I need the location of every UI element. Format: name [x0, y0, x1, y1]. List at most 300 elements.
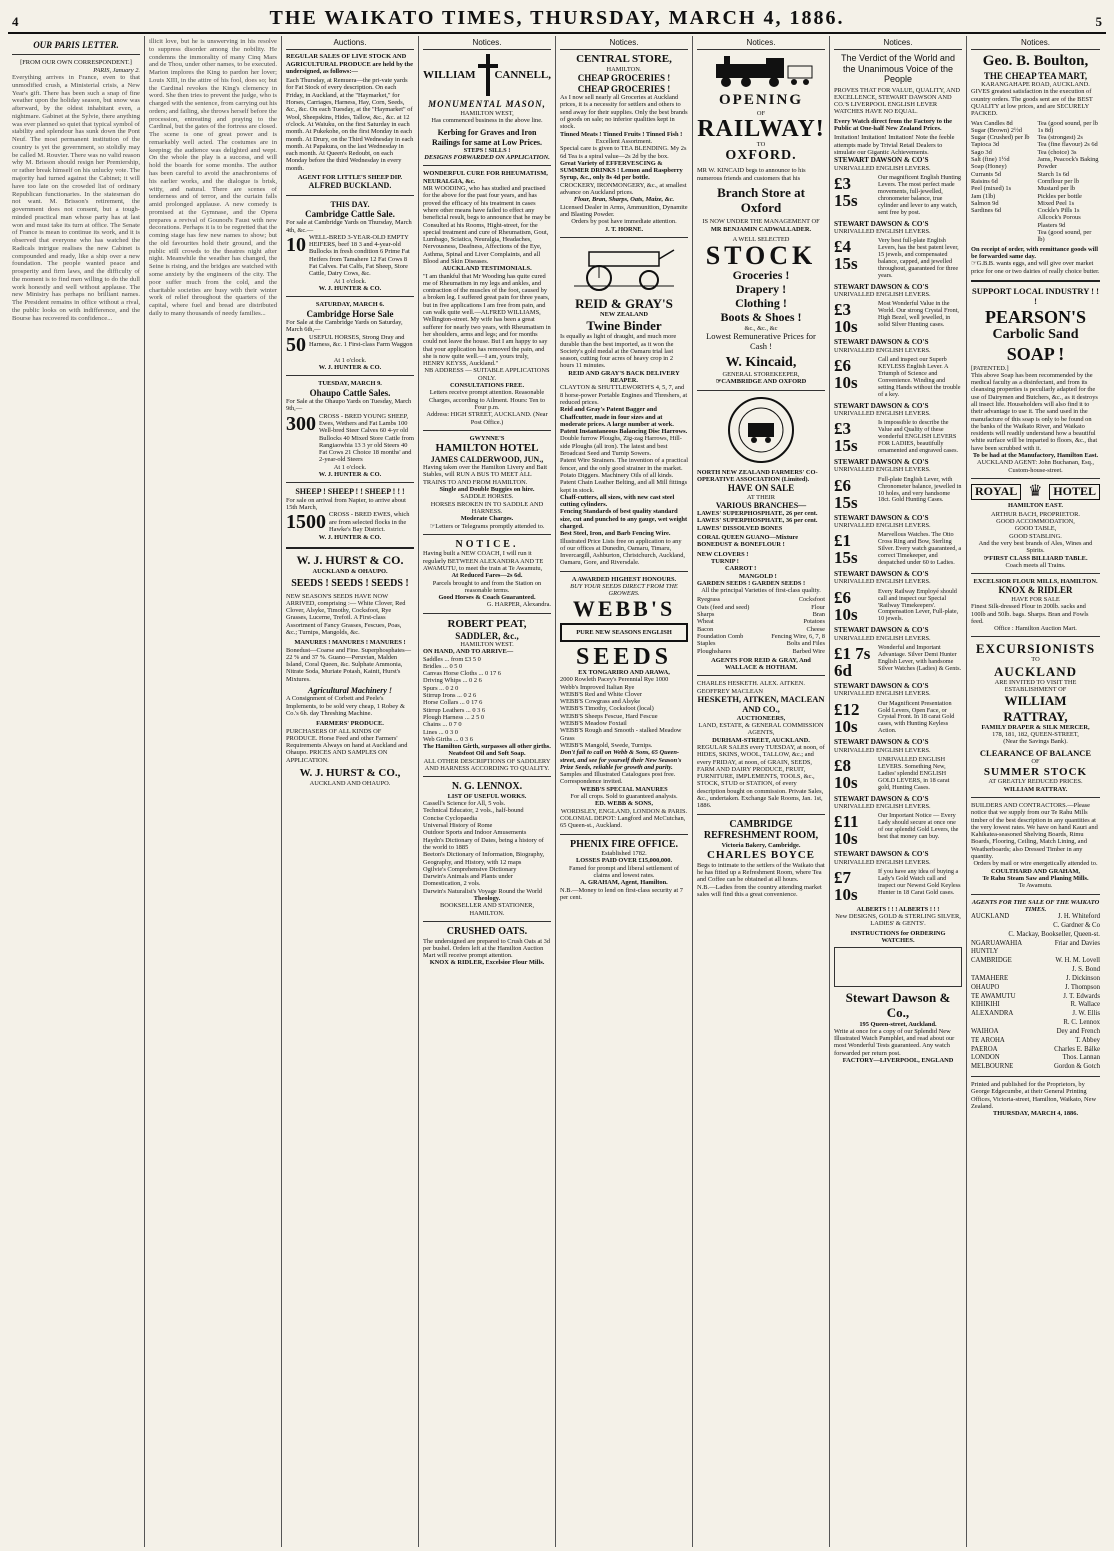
support-local: SUPPORT LOCAL INDUSTRY ! ! !: [972, 285, 1099, 306]
coral-queen: CORAL QUEEN GUANO—Mixture BONEDUST & BONEFLOUR !: [697, 534, 799, 549]
at-their: AT THEIR: [747, 493, 775, 501]
cannell-address: HAMILTON WEST,: [460, 109, 514, 117]
back-delivery-reaper: REID AND GRAY'S BACK DELIVERY REAPER.: [568, 369, 680, 385]
useful-works: LIST OF USEFUL WORKS.: [447, 792, 527, 800]
grain-item: Staples: [697, 640, 716, 648]
orders-mail: Orders by mail or wire energetically attended to.: [973, 860, 1098, 868]
agent-row: [971, 1028, 1100, 1037]
alfred-buckland: ALFRED BUCKLAND.: [308, 181, 392, 191]
agent-name: Friar and Davies: [1054, 939, 1100, 947]
page-number-right: 5: [1095, 14, 1102, 29]
arthur-bach: ARTHUR BACH, PROPRIETOR.: [991, 510, 1080, 518]
neatsfoot-oil: Neatsfoot Oil and Soft Soap.: [448, 750, 526, 758]
paris-letter-body: Everything arrives in France, even to that unmodified crush, a Ministerial crisis, a New Year's gift. There has been such a snap of fine weather upon the holiday season, but snow was afterward, by the oldest inhabitant even, a nightmare. Gabinet at the Sylvie, there anything was ever planned so quiet that typical symbol of stability and splendour has sunk down the Pont Neuf. The most permanent institution of the country is yet the government, so stolidly may be called M. Rouvier. There was no valid reason why M. Brisson should resign her Premiership, or rather break himself on his unlucky vote. The majority had turned against the Cabinet; it will have too late on the crowded list of ordinary Republican functionaries. In the statesman do not want. M. Brisson's retirement, the government does not consent, but a tough-minded practical man whose party has at last won and must take its turn at office. The Senate of France is mean to continue its work, and it is observed that everyone who has watched the Radicals intrigue realises the new Cabinet is compounded and ready, like a ship over a new foundation. The people wanted peace and prosperity and firm laws, and the difficulty of the moment is to find men willing to do the dull work honestly and well without applause. The new Ministry has perhaps no brilliant names. The President remains in office without a rival, the public looks on with indifference, and the Bourse has recovered its confidence...: [12, 74, 140, 322]
of-text: OF: [756, 109, 766, 117]
lowest-prices: Lowest Remunerative Prices for Cash !: [706, 331, 816, 351]
unrivalled-label: UNRIVALLED ENGLISH LEVERS.: [834, 522, 931, 529]
regular-sales-title: REGULAR SALES OF LIVE STOCK AND AGRICULTURAL PRODUCE are held by the undersigned, as follows:—: [286, 53, 413, 75]
saddlery-item: Canvas Horse Cloths ... 0 17 6: [423, 670, 501, 678]
clearance-of: OF: [1031, 758, 1040, 766]
pure-new-seasons: PURE NEW SEASONS ENGLISH: [576, 628, 672, 636]
watch-price: £6 10s: [834, 356, 858, 393]
wooding-nb: NB ADDRESS — SUITABLE APPLICATIONS ONLY.: [424, 367, 550, 382]
ewes-count: 1500: [286, 511, 326, 534]
durham-street: DURHAM-STREET, AUCKLAND.: [712, 736, 810, 744]
grocery-item: Allcock's Porous Plasters 9d: [1037, 214, 1081, 229]
agent-town: NGARUAWAHIA: [971, 939, 1023, 947]
knox-ridler: KNOX & RIDLER: [998, 585, 1073, 596]
benjamin-cadwallader: MR BENJAMIN CADWALLADER.: [710, 225, 812, 233]
chaff-cutters: Chaff-cutters, all sizes, with new cast steel cutting cylinders.: [560, 493, 675, 509]
agent-row: [971, 922, 1100, 931]
opening-heading: OPENING: [718, 92, 803, 109]
unrivalled-label: UNRIVALLED ENGLISH LEVERS.: [834, 578, 931, 586]
flour-bran: Flour, Bran, Sharps, Oats, Maize, &c.: [573, 196, 675, 204]
book-item: Technical Educator, 2 vols., half-bound: [423, 807, 524, 815]
excursionists: EXCURSIONISTS: [975, 641, 1096, 657]
book-item: Outdoor Sports and Indoor Amusements: [423, 829, 527, 837]
designs-forwarded: DESIGNS FORWARDED ON APPLICATION.: [424, 154, 550, 162]
watch-offer: [834, 532, 962, 567]
saddlery-item: Bridles ... 0 5 0: [423, 662, 463, 670]
book-item: Universal History of Rome: [423, 822, 493, 830]
agent-name: J. W. Ellis: [1072, 1010, 1100, 1018]
grain-item: Sharps: [697, 611, 715, 619]
various-branches: VARIOUS BRANCHES—: [715, 500, 807, 510]
grocery-item: Sugar (Crushed) per lb: [971, 134, 1030, 142]
kincaid-announce: MR W. KINCAID begs to announce to his numerous friends and customers that his: [697, 167, 806, 182]
stewart-dawson-label: STEWART DAWSON & CO'S: [834, 681, 929, 690]
lawes-dissolved: LAWES' DISSOLVED BONES: [697, 524, 783, 532]
reid-gray: REID & GRAY'S: [575, 295, 673, 311]
lawes-superphosphate-36: LAWES' SUPERPHOSPHATE, 36 per cent.: [697, 517, 818, 525]
grocery-item: Currants 5d: [971, 170, 1001, 178]
auctioneers: AUCTIONEERS,: [736, 714, 786, 722]
land-estate: LAND, ESTATE, & GENERAL COMMISSION AGENTS,: [698, 722, 824, 737]
saddlery-item: Stirrup Irons ... 0 2 6: [423, 692, 477, 700]
new-clovers: NEW CLOVERS !: [697, 550, 749, 558]
queen-street: 178, 181, 182, QUEEN-STREET,: [992, 730, 1079, 738]
price-lists: Illustrated Price Lists free on application to any of our offices at Dunedin, Oamaru, Timaru, Invercargill, Ashburton, Christchurch, Auckland, Oamaru, Gore, and Riversdale.: [560, 537, 686, 567]
seed-item: WEBB'S Rough and Smooth - stalked Meadow Grass: [560, 727, 682, 742]
engines: CLAYTON & SHUTTLEWORTH'S 4, 5, 7, and 8 horse-power Portable Engines and Threshers, at reduced prices.: [560, 384, 688, 406]
groceries: Groceries !: [732, 268, 790, 283]
agent-town: LONDON: [971, 1054, 1000, 1062]
notices-heading-4: Notices.: [423, 38, 551, 50]
unrivalled-label: UNRIVALLED ENGLISH LEVERS.: [834, 634, 931, 642]
gwynnes: GWYNNE'S: [469, 434, 505, 442]
wooding-address: Address: HIGH STREET, AUCKLAND. (Near Post Office.): [426, 411, 548, 426]
notices-heading-8: Notices.: [971, 38, 1100, 50]
watch-offer: [834, 301, 962, 335]
watch-description: Our magnificent English Hunting Levers. The most perfect made movements, full-jewelled, chronometer balance, true cylinder and lever to any watch, sent free by post.: [878, 173, 962, 216]
grain-item: Foundation Comb: [697, 632, 744, 640]
stewart-dawson-label: STEWART DAWSON & CO'S: [834, 219, 929, 228]
watch-description: Wonderful and Important Advantage. Silver Demi Hunter English Lever, with handsome Silver Watches (Ladies) & Gents.: [878, 643, 962, 672]
have-on-sale: HAVE ON SALE: [727, 483, 795, 494]
watch-description: Is impossible to describe the Value and Quality of these wonderful ENGLISH LEVERS FOR LADIES, beautifully ornamented and engraved cases.: [878, 419, 959, 455]
licensed-dealer: Licensed Dealer in Arms, Ammunition, Dynamite and Blasting Powder.: [560, 203, 688, 218]
alberts: ALBERTS ! ! ! ALBERTS ! ! !: [856, 905, 940, 913]
manures-heading: MANURES ! MANURES ! MANURES !: [294, 639, 406, 647]
grocery-item: Cockle's Pills 1s: [1037, 207, 1080, 215]
grocery-item: Starch 1s 6d: [1037, 170, 1070, 178]
horne-signature: J. T. HORNE.: [604, 225, 644, 233]
hunter-signature-2: W. J. HUNTER & CO.: [318, 364, 382, 372]
receipt-order: On receipt of order, with remittance goods will be forwarded same day.: [971, 245, 1098, 260]
reduced-prices: AT GREATLY REDUCED PRICES.: [988, 778, 1083, 786]
grocery-item: Raisins 6d: [971, 177, 998, 185]
royal-logo: ROYAL: [971, 484, 1021, 500]
knox-office: Office : Hamilton Auction Mart.: [994, 625, 1077, 633]
hurst-subtitle: AUCKLAND & OHAUPO.: [312, 567, 388, 575]
footer-date: THURSDAY, MARCH 4, 1886.: [992, 1110, 1079, 1118]
grain-left-list: [697, 596, 749, 654]
watch-offer: [834, 175, 962, 217]
watch-description: Very best full-plate English Levers, has the best patent lever, 15 jewels, and compensated balance, capped, and jewelled throughout, guaranteed for three years.: [878, 237, 959, 279]
watch-offer: [834, 701, 962, 736]
stewart-dawson-label: STEWART DAWSON & CO'S: [834, 338, 929, 347]
twine-binder: Twine Binder: [586, 318, 662, 334]
grain-item: Ploughshares: [697, 647, 732, 655]
little-sheep-dip: AGENT FOR LITTLE'S SHEEP DIP.: [297, 174, 403, 182]
ohaupo-items: CROSS - BRED YOUNG SHEEP, Ewes, Wethers and Fat Lambs 100 Well-bred Steer Calves 60 4-yr old Bullocks 40 Mixed Store Cattle from Rangiaowhia 13 3 yr old Steers 40 Fat Cows 21 Choice 18 months' and 2-year-old Steers: [319, 412, 414, 464]
paris-letter-continued: illicit love, but he is unswerving in his resolve to suppress disorder among the nobility. He condemns the immorality of many Cinq Mars and de Thou, under other names, to be executed. Marion implores the King to pardon her lover; Louis XIII, in the attire of his fool, does so; but the Cardinal revokes the King's clemency in word. She then tries to prevent the judge, who is charged with the sentence, from carrying out his orders; and failing, she throws herself before the procession, entreating and praying to the Cardinal, but the gates of the fortress are closed. The scene is one of great power and is remarkably well acted. The costumes are in keeping; the audience was delighted and wept. On the whole the play is a success, and will hold the boards for some months. The author has been careful to avoid the anachronisms of his earlier works, and the dialogue is brisk, witty, and natural. There are scenes of tenderness and of terror, and the curtain falls amid prolonged applause. A new comedy is promised at the Gymnase, and the Opera prepares a revival of Gounod's Faust with new decorations. Perhaps it is to be regretted that the coming stage has few new names to show; but the old favourites hold their ground, and the public still crowds to the theatres night after night. Meanwhile the weather has changed, the Seine is rising, and the bridges are watched with some anxiety by the engineers of the city. The poor suffer much from the cold, and the charitable societies are busy with their winter work of relief throughout the quarters of the capital, where fuel and bread are distributed daily to many thousands of needy families...: [149, 38, 277, 317]
tea-price-table: [971, 120, 1100, 244]
saddlery-item: Spurs ... 0 2 0: [423, 684, 459, 692]
cheap-tea-mart: THE CHEAP TEA MART,: [983, 70, 1088, 81]
unrivalled-label: UNRIVALLED ENGLISH LEVERS.: [834, 410, 931, 418]
stewart-dawson-label: STEWART DAWSON & CO'S: [834, 794, 929, 803]
column-6: [693, 36, 830, 1547]
lennox-title: N. G. LENNOX.: [451, 781, 523, 793]
coach-notice-body: Having built a NEW COACH, I will run it regularly BETWEEN ALEXANDRA AND TE AWAMUTU, to meet the train at Te Awamutu,: [423, 550, 544, 572]
watch-price: £1 15s: [834, 531, 858, 568]
good-stabling: GOOD STABLING.: [1009, 532, 1062, 540]
royal-hamilton-east: HAMILTON EAST.: [1008, 501, 1063, 509]
grain-item: Bran: [812, 611, 825, 619]
stewart-dawson-title: Stewart Dawson & Co.,: [845, 990, 951, 1021]
unrivalled-label: UNRIVALLED ENGLISH LEVERS.: [834, 227, 931, 235]
agent-name: Charles E. Bálke: [1054, 1045, 1100, 1053]
grocery-item: Soap (Honey): [971, 163, 1007, 171]
central-body: As I now sell nearly all Groceries at Auckland prices, it is a necessity for settlers and others to send away for their supplies. Only the best brands of goods on sale; no inferior qualities kept in stock.: [560, 94, 688, 131]
grain-right-list: [771, 596, 825, 654]
established-1782: Established 1782.: [601, 850, 647, 858]
grain-item: Ryegrass: [697, 596, 721, 604]
principal-varieties: All the principal Varieties of first-class quality.: [701, 587, 821, 595]
stewart-dawson-label: STEWART DAWSON & CO'S: [834, 282, 929, 291]
railway-heading: RAILWAY!: [697, 115, 825, 142]
seed-item: WEBB'S Mangold, Swede, Turnips.: [560, 741, 653, 749]
colonial-depot: COLONIAL DEPOT: Langford and McCutchan, 65 Queen-st., Auckland.: [560, 814, 686, 830]
seed-item: WEBB'S Meadow Foxtail: [560, 720, 627, 728]
lawes-superphosphate-26: LAWES' SUPERPHOSPHATE, 26 per cent.: [697, 510, 818, 518]
every-watch: Every Watch direct from the Factory to the Public at One-half New Zealand Prices.: [834, 117, 953, 133]
sd-body: Write at once for a copy of our Splendid New Illustrated Watch Pamphlet, and read about our most Wonderful Tests guaranteed. Any watch forwarded per return post.: [834, 1027, 955, 1057]
agent-town: WAIHOA: [971, 1027, 999, 1035]
horses-broken: HORSES BROKEN IN TO SADDLE AND HARNESS.: [430, 500, 544, 515]
watch-offer: [834, 813, 962, 847]
agent-town: MELBOURNE: [971, 1063, 1014, 1071]
good-table: GOOD TABLE,: [1014, 525, 1057, 533]
paris-dateline: PARIS, January 2.: [93, 66, 140, 74]
crown-icon: ♛: [1028, 482, 1043, 500]
sd-address: 195 Queen-street, Auckland.: [859, 1020, 937, 1028]
stewart-dawson-label: STEWART DAWSON & CO'S: [834, 626, 929, 635]
agri-body: A Consignment of Corbett and Peele's Implements, to be sold very cheap, 1 Robey & Co.'s 6h. day Threshing Machine.: [286, 695, 405, 717]
unrivalled-label: UNRIVALLED ENGLISH LEVERS.: [834, 346, 931, 354]
grocery-item: Tea (good sound, per lb 1s 8d): [1037, 119, 1098, 134]
watch-offer: [834, 420, 962, 455]
watch-offer: [834, 589, 962, 624]
buy-seeds-direct: BUY YOUR SEEDS DIRECT FROM THE GROWERS.: [570, 583, 678, 598]
agent-name: J. Dickinson: [1066, 974, 1100, 982]
stewart-dawson-label: STEWART DAWSON & CO'S: [834, 738, 929, 747]
watch-price: £7 10s: [834, 867, 858, 904]
agent-name: Thos. Lannan: [1062, 1054, 1100, 1062]
etc: &c., &c., &c: [744, 324, 778, 332]
agent-town: AUCKLAND: [971, 913, 1010, 921]
dont-fail: Don't fail to call on Webb & Sons, 65 Queen-street, and see for yourself their New Season's Prize Seeds, reliable for growth and purity.: [560, 749, 682, 771]
kerbing-notice: Kerbing for Graves and Iron Railings for same at Low Prices.: [431, 128, 543, 147]
sheep-count: 300: [286, 412, 316, 435]
agents-heading: AGENTS FOR THE SALE OF THE WAIKATO TIMES.: [971, 898, 1100, 913]
verdict-heading: The Verdict of the World and the Unanimous Voice of the People: [841, 53, 955, 85]
paris-from: [FROM OUR OWN CORRESPONDENT.]: [20, 59, 132, 67]
agent-name: Gordon & Gotch: [1053, 1063, 1100, 1071]
regular-sales-body: Each Thursday, at Remuera—the pri-vate yards for Fat Stock of every description. On each Friday, in Auckland, at the "Haymarket," for Horses, Carriages, Harness, Hay, Corn, Seeds, &c., &c. On each Tuesday, at the "Haymarket" of Wool, Sheepskins, Hides, Tallow, &c., &c. at 12 o'clock. At Waiuku, on the first Saturday in each month. At Pukekohe, on the first Monday in each month. At Drury, on the Third Wednesday in each month. At Papakura, on the last Wednesday in each month. At Queen's Redoubt, on each Monday before the third Wednesday in every month.: [286, 77, 414, 172]
book-item: Haydn's Dictionary of Dates, being a history of the world to 1885: [423, 836, 544, 851]
farmers-produce: FARMERS' PRODUCE.: [316, 720, 384, 728]
agent-name: W. H. M. Lovell: [1055, 957, 1100, 965]
graham-agent: A. GRAHAM, Agent, Hamilton.: [580, 879, 668, 887]
saddlery-item: Stirrup Leathers ... 0 3 6: [423, 706, 486, 714]
seeds-heading: SEEDS ! SEEDS ! SEEDS !: [291, 577, 409, 589]
steps-sills: STEPS ! SILLS !: [463, 146, 511, 154]
horse-count: 50: [286, 333, 306, 356]
new-zealand: NEW ZEALAND: [600, 310, 648, 318]
grocery-item: Mixed Peel 1s: [1037, 199, 1075, 207]
crushed-oats-body: The undersigned are prepared to Crush Oats at 3d per bushel. Orders left at the Hamilton Auction Mart will receive prompt attention.: [423, 937, 551, 960]
cambridge-heading: CAMBRIDGE: [729, 818, 793, 830]
twine-binder-body: Is equally as light of draught, and much more durable than the best imported, as it won the Society's gold medal at the Oamaru trial last season, cutting four acres of heavy crop in 2 hours 11 minutes.: [560, 333, 677, 370]
page-number-left: 4: [12, 14, 19, 29]
this-day: THIS DAY.: [330, 199, 370, 209]
barb-wire: Best Steel, Iron, and Barb Fencing Wire.: [560, 530, 671, 538]
grocery-item: Mustard per lb: [1037, 185, 1076, 193]
agent-name: J. T. Edwards: [1063, 992, 1100, 1000]
crushed-oats: CRUSHED OATS.: [446, 925, 528, 937]
imitation: Imitation! Imitation! Imitation! Note the feeble attempts made by Trivial Retail Dealers to simulate our Gigantic Achievements.: [834, 134, 955, 156]
agent-row: [971, 1019, 1100, 1028]
agent-name: C. Gardner & Co: [1053, 921, 1100, 929]
webbs-heading: WEBB'S: [572, 595, 676, 621]
clearance: CLEARANCE OF BALANCE: [979, 747, 1092, 758]
coulthard-graham: COULTHARD AND GRAHAM,: [990, 867, 1081, 875]
grocery-item: Sugar (Brown) 2½d: [971, 126, 1022, 134]
watch-price: £6 10s: [834, 587, 858, 624]
well-selected: A WELL SELECTED: [732, 235, 790, 243]
unrivalled-label: UNRIVALLED ENGLISH LEVERS.: [834, 858, 931, 866]
notices-heading-5: Notices.: [560, 38, 688, 50]
hesketh-aitken: HESKETH, AITKEN, MACLEAN AND CO.,: [697, 694, 825, 714]
grain-item: Bolts and Files: [786, 640, 825, 648]
book-item: Darwin's Animals and Plants under Domestication, 2 vols.: [423, 873, 513, 888]
tea-right-list: [1038, 120, 1101, 244]
book-item: Cassell's Science for All, 5 vols.: [423, 800, 506, 808]
seed-item: WEBB'S Timothy, Cocksfoot (local): [560, 705, 654, 713]
excellent-assortment: Excellent Assortment.: [595, 137, 653, 145]
cross-icon: [476, 54, 495, 96]
masthead: [8, 4, 1106, 34]
agent-name: J. S. Bond: [1072, 966, 1100, 974]
columns: [8, 36, 1106, 1547]
manures-body: Bonedust—Coarse and Fine. Superphosphates—22 % and 37 %. Guano—Peruvian, Malden Island, Coral Queen, &c. Sulphate Ammonia, Nitrate Soda, Muriate Potash, Kainit, Hurst's Mixtures.: [286, 646, 411, 683]
had-at-manufactory: To be had at the Manufactory, Hamilton East.: [972, 452, 1099, 460]
effervescing: Great Variety of EFFERVESCING & SUMMER DRINKS ! Lemon and Raspberry Syrup, &c., only 8s 4d per bottle.: [560, 159, 683, 182]
calderwood: JAMES CALDERWOOD, JUN.,: [430, 454, 544, 464]
column-8: [967, 36, 1104, 1547]
cambridge-horse-sale: Cambridge Horse Sale: [306, 308, 394, 319]
disc-harrows: Patent Instantaneous Balancing Disc Harrows.: [560, 428, 688, 436]
unrivalled-label: UNRIVALLED ENGLISH LEVERS.: [834, 291, 931, 299]
telegrams: ☞Letters or Telegrams promptly attended to.: [429, 522, 545, 530]
saddlery-item: Web Girths ... 0 3 6: [423, 735, 473, 743]
book-item: Darwin's Naturalist's Voyage Round the World: [423, 887, 543, 895]
factory-liverpool: FACTORY—LIVERPOOL, ENGLAND: [842, 1057, 954, 1065]
cattle-items: WELL-BRED 3-YEAR-OLD EMPTY HEIFERS, beef 18 3 and 4-year-old Bullocks in fresh condition 6 Prime Fat Heifers from Tamahere 12 Fat Cows 8 Fat Calves. Fat Calfs, Fat Sheep, Store Cattle, Dairy Cows, &c.: [309, 233, 410, 278]
cambridge-cattle-sale: Cambridge Cattle Sale.: [305, 208, 395, 219]
victoria-bakery: Victoria Bakery, Cambridge.: [721, 841, 801, 849]
buggies: Single and Double Buggies on hire.: [439, 486, 535, 494]
auckland-agent: AUCKLAND AGENT: John Buchanan, Esq., Custom-house-street.: [976, 459, 1094, 474]
central-store-town: HAMILTON.: [606, 66, 642, 74]
agent-name: Dey and French: [1056, 1027, 1100, 1035]
losses-paid: LOSSES PAID OVER £15,000,000.: [575, 857, 673, 865]
stewart-dawson-label: STEWART DAWSON & CO'S: [834, 458, 929, 467]
watch-offer: [834, 757, 962, 792]
seed-item: WEBB'S Sheeps Fescue, Hard Fescue: [560, 712, 658, 720]
grocery-item: Tea (choice) 3s: [1037, 148, 1077, 156]
column-3: [282, 36, 419, 1547]
cannell-commenced: Has commenced business in the above line.: [431, 117, 543, 124]
agent-town: OHAUPO: [971, 983, 1000, 991]
grain-item: Bacon: [697, 625, 714, 633]
wonderful-cure: WONDERFUL CURE FOR RHEUMATISM, NEURALGIA, &c.: [423, 170, 548, 185]
unrivalled-label: UNRIVALLED ENGLISH LEVERS.: [834, 746, 931, 754]
agent-name: R. C. Lennox: [1063, 1019, 1100, 1027]
durham-body: REGULAR SALES every TUESDAY, at noon, of HIDES, SKINS, WOOL, TALLOW, &c.; and every FRIDAY, at noon, of GRAIN, SEEDS, FARM AND DAIRY PRODUCE, FRUIT, FURNITURE, IMPLEMENTS, TOOLS, &c., STOCK, STUD or STATION, of every description bought on commission. Private Sales, &c., undertaken. Exchange Sale Rooms, Jan. 1st, 1886.: [697, 743, 825, 810]
money-to-lend: N.B.—Money to lend on first-class security at 7 per cent.: [560, 886, 683, 901]
agent-row: [971, 1010, 1100, 1019]
tinned-goods: Tinned Meats ! Tinned Fruits ! Tinned Fish !: [560, 130, 683, 138]
robert-peat: ROBERT PEAT,: [447, 617, 527, 630]
paris-letter-title: OUR PARIS LETTER.: [33, 40, 119, 50]
grocery-item: Tapioca 3d: [971, 141, 1000, 149]
watch-price: £1 7s 6d: [834, 643, 871, 680]
invited: ARE INVITED TO VISIT THE ESTABLISHMENT OF: [994, 678, 1077, 694]
watch-price: £3 15s: [834, 173, 858, 210]
excursion-to: TO: [1031, 656, 1040, 664]
watch-price: £12 10s: [834, 699, 860, 736]
consult-body: Letters receive prompt attention. Reasonable Charges, according to Ailment. Hours: Ten to Four p.m.: [428, 389, 546, 411]
agri-machinery: Agricultural Machinery !: [307, 686, 392, 696]
agent-town: ALEXANDRA: [971, 1010, 1014, 1018]
grain-item: Fencing Wire, 6, 7, 8: [771, 632, 825, 640]
clothing: Clothing !: [735, 295, 787, 310]
stewart-dawson-label: STEWART DAWSON & CO'S: [834, 401, 929, 410]
knox-have-sale: HAVE FOR SALE: [1011, 595, 1060, 603]
manures-analysis: For all crops. Sold to guaranteed analysis.: [570, 793, 678, 801]
saddlery-other: ALL OTHER DESCRIPTIONS OF SADDLERY AND HARNESS ACCORDING TO QUALITY.: [423, 757, 551, 772]
grocery-item: Salt (fine) 1½d: [971, 156, 1010, 164]
hunter-signature-4: W. J. HUNTER & CO.: [318, 534, 382, 542]
agent-row: [971, 1046, 1100, 1055]
column-5: [556, 36, 693, 1547]
saddlery-item: Driving Whips ... 0 2 6: [423, 677, 482, 685]
watch-description: Call and inspect our Superb KEYLESS English Lever. A Triumph of Science and Convenience. Winding and setting Hands without the trouble of a key.: [878, 356, 961, 398]
boulton-body: GIVES greatest satisfaction in the execution of country orders. The goods sent are of the BEST QUALITY at low prices, and are SECURELY PACKED.: [971, 88, 1093, 118]
agent-row: [971, 993, 1100, 1002]
saddlery-item: Chains ... 0 7 0: [423, 721, 462, 729]
knox-ridler-sig: KNOX & RIDLER, Excelsior Flour Mills.: [429, 959, 545, 967]
coach-meets: Coach meets all Trains.: [1005, 561, 1066, 569]
cheap-groceries-2: CHEAP GROCERIES !: [577, 83, 671, 94]
agent-row: [971, 913, 1100, 922]
excelsior-mills: EXCELSIOR FLOUR MILLS, HAMILTON.: [973, 578, 1098, 586]
orders-post: Orders by post have immediate attention.: [571, 218, 677, 226]
soap-body: This above Soap has been recommended by the medical faculty as a disinfectant, and from its cleansing properties is peculiarly adapted for the use of Dairymen and Butchers, &c., as it destroys all insect life. Householders will also find it to their advantage to use it. The sand used in the manufacture of this soap is only to be found on the banks of the Waikato River, and Waikato residents will readily understand how a beautiful white surface will be imparted to floors, &c., that have been scrubbed with it.: [971, 371, 1098, 452]
notices-heading-6: Notices.: [697, 38, 825, 50]
saddlery-item: Horse Collars ... 0 17 6: [423, 699, 483, 707]
watch-price: £3 15s: [834, 419, 858, 456]
saddlery-item: Saddles ... from £3 5 0: [423, 655, 481, 663]
grocery-item: Tea (good sound, per lb): [1037, 229, 1092, 244]
ryegrass-arrivals: 2000 Rowleth Pacey's Perennial Rye 1000 Webb's Improved Italian Rye: [560, 676, 669, 691]
book-item: Concise Cyclopaedia: [423, 814, 478, 822]
drapery: Drapery !: [735, 282, 787, 297]
agent-town: TE AROHA: [971, 1036, 1005, 1044]
watch-price: £11 10s: [834, 812, 859, 849]
special-manures: WEBB'S SPECIAL MANURES: [580, 785, 668, 793]
agent-row: [971, 1063, 1100, 1072]
seeds-body: NEW SEASON'S SEEDS HAVE NOW ARRIVED, comprising :— White Clover, Red Clover, Alsyke, Timothy, Cocksfoot, Rye Grasses, Lucerne, Trefoil. A First-class Assortment of Fancy Grasses, Fescues, Poas, &c.; Turnips, Mangolds, &c.: [286, 592, 406, 636]
watch-price: £6 15s: [834, 475, 858, 512]
agent-town: TAMAHERE: [971, 974, 1009, 982]
oxford-heading: OXFORD.: [725, 148, 797, 164]
w-kincaid: W. Kincaid,: [725, 354, 797, 370]
watch-offer: [834, 645, 962, 679]
draper-mercer: FAMILY DRAPER & SILK MERCER,: [981, 723, 1090, 731]
grain-item: Cheese: [806, 625, 825, 633]
carrot: CARROT !: [725, 565, 757, 573]
grain-item: Potatoes: [803, 618, 825, 626]
saddlery-price-list: [423, 656, 551, 744]
sheep-body: For sale on arrival from Napier, to arrive about 15th March,: [286, 496, 406, 511]
good-accommodation: GOOD ACCOMMODATION,: [996, 518, 1075, 526]
carbolic-sand: Carbolic Sand: [992, 327, 1079, 343]
watch-offer: [834, 357, 962, 399]
agent-name: T. Abbey: [1075, 1036, 1100, 1044]
charles-boyce: CHARLES BOYCE: [706, 849, 816, 862]
agent-town: CAMBRIDGE: [971, 957, 1012, 965]
under-management: IS NOW UNDER THE MANAGEMENT OF: [702, 218, 820, 226]
tea-left-list: [971, 120, 1034, 244]
grocery-item: Tea (fine flavour) 2s 6d: [1037, 141, 1098, 149]
grain-item: Cocksfoot: [798, 596, 825, 604]
te-awamutu: Te Awamutu.: [1018, 882, 1053, 890]
